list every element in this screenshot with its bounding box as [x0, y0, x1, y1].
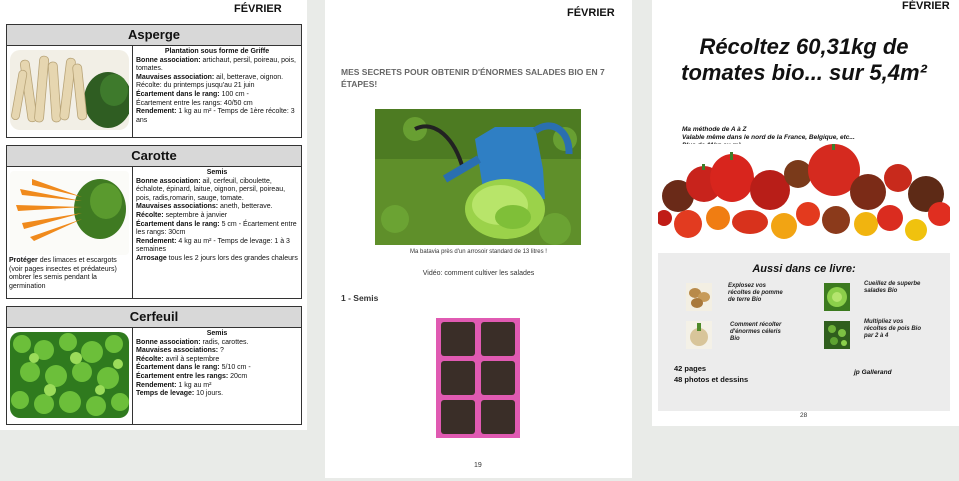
page-number: 28 [800, 412, 808, 419]
protection-note: Protéger des limaces et escargots (voir pages insectes et prédateurs) ombrer les semis pendant la germination [9, 257, 117, 290]
detail-line: Rendement: 1 kg au m² [136, 381, 212, 389]
detail-line: Mauvaises associations: ? [136, 347, 224, 355]
month-label: FÉVRIER [567, 7, 615, 19]
book-item-peas[interactable]: Multipliez vos récoltes de pois Bio par 2 à 4 [864, 319, 922, 339]
month-label: FÉVRIER [902, 0, 950, 12]
author-name: jp Gallerand [854, 369, 892, 376]
detail-line: Récolte: du printemps jusqu'au 21 juin [136, 82, 255, 90]
detail-line: Arrosage tous les 2 jours lors des grandes chaleurs [136, 254, 298, 262]
detail-line: Temps de levage: 10 jours. [136, 390, 224, 398]
also-in-book-panel [658, 253, 950, 411]
vegetable-card-carotte [6, 145, 302, 299]
ad-description: Ma méthode de A à Z Valable même dans le nord de la France, Belgique, etc... [682, 126, 855, 141]
detail-line: Bonne association: radis, carottes. [136, 338, 249, 346]
detail-line: Rendement: 1 kg au m² - Temps de 1ère récolte: 3 ans [136, 108, 295, 124]
book-stats: 42 pages 48 photos et dessins [674, 364, 749, 384]
card-subtitle: Semis [206, 169, 228, 176]
photo-caption: Ma batavia près d'un arrosoir standard de 13 litres ! [410, 249, 547, 255]
ad-headline: Récoltez 60,31kg de tomates bio... sur 5,4m² [681, 34, 927, 85]
card-subtitle: Plantation sous forme de Griffe [164, 48, 270, 55]
also-title: Aussi dans ce livre: [752, 263, 856, 275]
book-item-celery[interactable]: Comment récolter d'énormes céleris Bio [730, 322, 782, 342]
tomatoes-photo [658, 144, 950, 246]
article-title: MES SECRETS POUR OBTENIR D'ÉNORMES SALADES BIO EN 7 ÉTAPES! [341, 67, 605, 89]
salad-thumbnail [824, 283, 850, 311]
ad-page-right [652, 0, 959, 426]
vegetable-card-cerfeuil [6, 306, 302, 425]
card-title: Cerfeuil [7, 307, 301, 328]
potato-thumbnail [686, 283, 712, 311]
detail-line: Écartement dans le rang: 5/10 cm - [136, 364, 251, 372]
detail-line: Écartement entre les rangs: 40/50 cm [136, 99, 253, 107]
section-heading: 1 - Semis [341, 293, 379, 303]
card-details [136, 330, 298, 399]
article-page-middle [325, 0, 632, 478]
book-item-salad[interactable]: Cueillez de superbe salades Bio [864, 281, 921, 294]
detail-line: Mauvaises association: ail, betterave, oignon. [136, 73, 284, 81]
celery-thumbnail [686, 321, 712, 349]
asparagus-photo [10, 50, 129, 130]
detail-line: Bonne association: ail, cerfeuil, ciboulette, échalote, épinard, laitue, oignon, persil, poireau, pois, radis,romarin, sauge, tomate. [136, 177, 286, 202]
detail-line: Récolte: avril à septembre [136, 355, 220, 363]
detail-line: Mauvaises associations: aneth, betterave. [136, 203, 273, 211]
card-subtitle: Semis [206, 330, 228, 337]
detail-line: Récolte: septembre à janvier [136, 211, 228, 219]
detail-line: Écartement dans le rang: 100 cm - [136, 90, 249, 98]
card-title: Asperge [7, 25, 301, 46]
page-number: 19 [474, 462, 482, 469]
lettuce-watering-can-photo [375, 109, 581, 245]
tomato-book-ad[interactable] [658, 14, 950, 246]
video-link[interactable]: Vidéo: comment cultiver les salades [422, 270, 535, 277]
chervil-photo [10, 332, 129, 418]
card-details [136, 169, 298, 264]
calendar-page-left [0, 0, 307, 430]
card-title: Carotte [7, 146, 301, 167]
month-label: FÉVRIER [234, 3, 282, 15]
card-details [136, 48, 298, 125]
detail-line: Rendement: 4 kg au m² - Temps de levage: 1 à 3 semaines [136, 237, 290, 254]
detail-line: Écartement dans le rang: 5 cm - Écartement entre les rangs: 30cm [136, 220, 297, 237]
seedling-tray-photo [436, 318, 520, 438]
peas-thumbnail [824, 321, 850, 349]
vegetable-card-asperge [6, 24, 302, 138]
book-item-potato[interactable]: Explosez vos récoltes de pomme de terre Bio [728, 283, 783, 303]
detail-line: Écartement entre les rangs: 20cm [136, 372, 248, 380]
detail-line: Bonne association: artichaut, persil, poireau, pois, tomates. [136, 56, 296, 73]
carrot-photo [10, 171, 129, 255]
